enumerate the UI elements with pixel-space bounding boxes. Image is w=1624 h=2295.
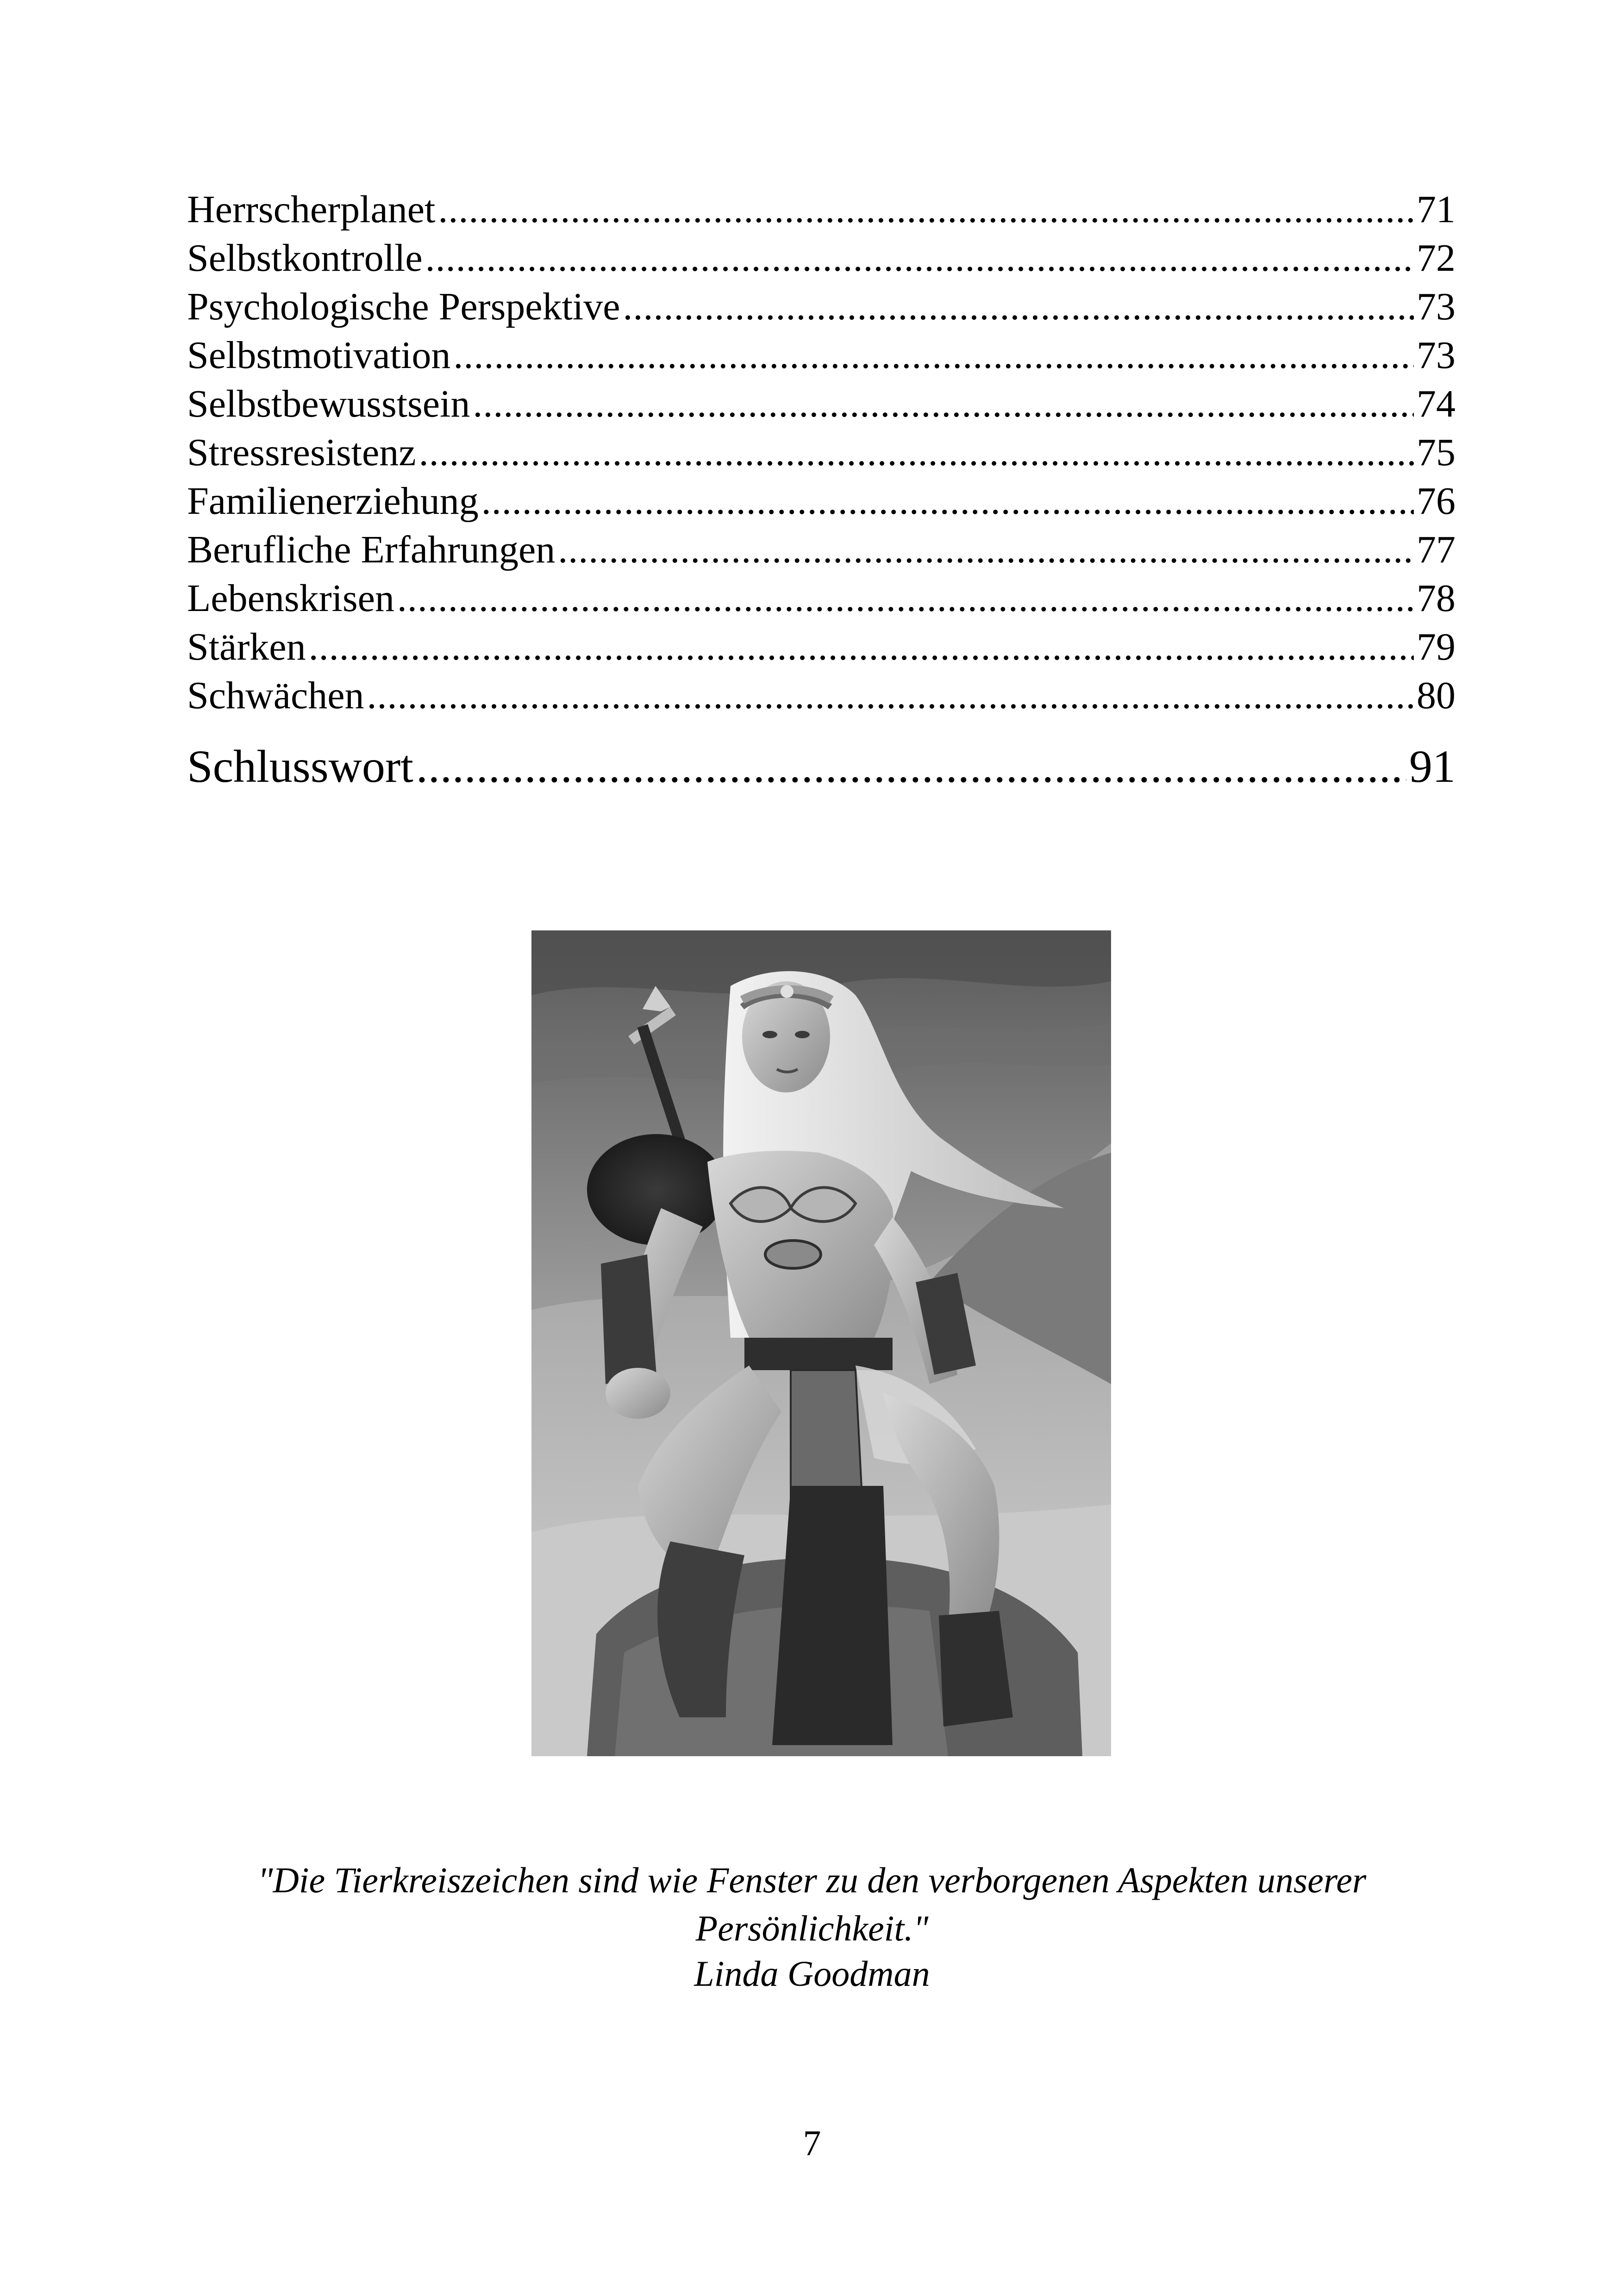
- toc-entry-page: 75: [1417, 431, 1455, 474]
- toc-entry: [187, 428, 1455, 477]
- toc-entry: [187, 574, 1455, 623]
- toc-entry: [187, 331, 1455, 380]
- toc-entry-page: 77: [1417, 528, 1455, 571]
- toc-leader-dots: [558, 525, 1414, 574]
- warrior-illustration-image: [531, 930, 1111, 1756]
- toc-entry: [187, 234, 1455, 282]
- toc-leader-dots: [453, 331, 1414, 380]
- toc-entry: [187, 380, 1455, 428]
- toc-entry-title: Familienerziehung: [187, 480, 479, 523]
- toc-entry-closing: [187, 737, 1455, 795]
- toc-entry-title: Stärken: [187, 625, 306, 668]
- toc-entry-page: 79: [1417, 625, 1455, 668]
- toc-entry-page: 72: [1417, 237, 1455, 280]
- toc-entry-title: Psychologische Perspektive: [187, 285, 620, 328]
- toc-entry-title: Selbstkontrolle: [187, 237, 423, 280]
- toc-leader-dots: [397, 574, 1414, 623]
- toc-leader-dots: [623, 282, 1414, 331]
- toc-entry-page: 78: [1417, 577, 1455, 620]
- toc-entry-page: 73: [1417, 334, 1455, 377]
- epigraph-author: Linda Goodman: [694, 1953, 930, 1994]
- toc-leader-dots: [473, 380, 1414, 428]
- toc-entry-title: Schwächen: [187, 674, 364, 717]
- toc-leader-dots: [425, 234, 1414, 282]
- toc-leader-dots: [438, 185, 1414, 234]
- toc-entry: [187, 185, 1455, 234]
- toc-entry: [187, 525, 1455, 574]
- toc-entry-title: Lebenskrisen: [187, 577, 394, 620]
- toc-entry: [187, 623, 1455, 671]
- toc-entry-page: 71: [1417, 188, 1455, 231]
- epigraph-quote: "Die Tierkreiszeichen sind wie Fenster zu den verborgenen Aspekten unserer Persönlichkeit.": [257, 1860, 1367, 1948]
- warrior-illustration: [531, 930, 1111, 1756]
- toc-leader-dots: [416, 737, 1406, 795]
- toc-leader-dots: [309, 623, 1414, 671]
- toc-entry-title: Herrscherplanet: [187, 188, 436, 231]
- toc-entry-page: 73: [1417, 285, 1455, 328]
- toc-entry: [187, 477, 1455, 525]
- toc-leader-dots: [481, 477, 1414, 525]
- toc-leader-dots: [419, 428, 1414, 477]
- toc-entry: [187, 671, 1455, 720]
- table-of-contents: [187, 185, 1455, 795]
- toc-entry-title: Selbstbewusstsein: [187, 382, 470, 425]
- toc-entry-page: 80: [1417, 674, 1455, 717]
- toc-entry-page: 74: [1417, 382, 1455, 425]
- toc-leader-dots: [367, 671, 1414, 720]
- toc-entry-page: 91: [1409, 741, 1455, 792]
- toc-entry-title: Selbstmotivation: [187, 334, 451, 377]
- toc-entry-page: 76: [1417, 480, 1455, 523]
- toc-entry-title: Berufliche Erfahrungen: [187, 528, 556, 571]
- toc-entry: [187, 282, 1455, 331]
- toc-entry-title: Stressresistenz: [187, 431, 416, 474]
- toc-entry-title: Schlusswort: [187, 741, 413, 792]
- page-number: 7: [803, 2123, 821, 2163]
